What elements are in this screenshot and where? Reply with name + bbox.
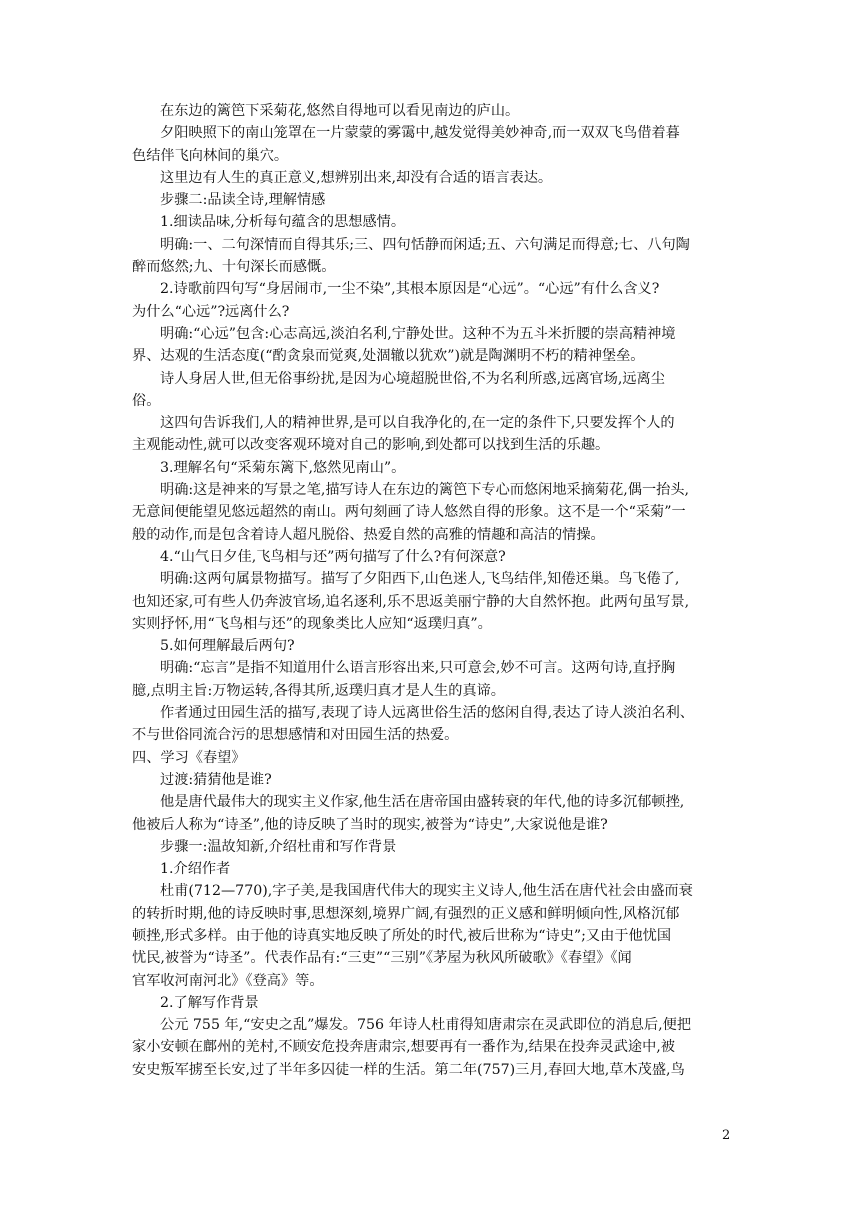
text-line: 这里边有人生的真正意义,想辨别出来,却没有合适的语言表达。	[160, 169, 553, 186]
page-number: 2	[722, 1128, 731, 1143]
text-line: 色结伴飞向林间的巢穴。	[132, 147, 289, 164]
text-line: 4.“山气日夕佳,飞鸟相与还”两句描写了什么?有何深意?	[160, 548, 506, 565]
text-line: 忧民,被誉为“诗圣”。代表作品有:“三吏”“三别”《茅屋为秋风所破歌》《春望》《闻	[132, 950, 632, 967]
text-line: 不与世俗同流合污的思想感情和对田园生活的热爱。	[132, 727, 459, 744]
text-line: 步骤二:品读全诗,理解情感	[160, 192, 326, 209]
text-line: 臆,点明主旨:万物运转,各得其所,返璞归真才是人生的真谛。	[132, 682, 505, 699]
text-line: 醉而悠然;九、十句深长而感慨。	[132, 259, 336, 276]
text-line: 1.介绍作者	[160, 861, 231, 878]
text-line: 界、达观的生活态度(“酌贪泉而觉爽,处涸辙以犹欢”)就是陶渊明不朽的精神堡垒。	[132, 348, 645, 365]
text-line: 3.理解名句“采菊东篱下,悠然见南山”。	[160, 459, 406, 476]
text-line: 杜甫(712—770),字子美,是我国唐代伟大的现实主义诗人,他生活在唐代社会由盛而衰	[160, 883, 693, 900]
text-line: 明确:“心远”包含:心志高远,淡泊名利,宁静处世。这种不为五斗米折腰的崇高精神境	[160, 325, 676, 342]
text-line: 明确:“忘言”是指不知道用什么语言形容出来,只可意会,妙不可言。这两句诗,直抒胸	[160, 660, 676, 677]
text-line: 在东边的篱笆下采菊花,悠然自得地可以看见南边的庐山。	[160, 103, 520, 119]
text-line: 明确:这两句属景物描写。描写了夕阳西下,山色迷人,飞鸟结伴,知倦还巢。鸟飞倦了,	[160, 571, 680, 588]
text-line: 般的动作,而是包含着诗人超凡脱俗、热爱自然的高雅的情趣和高洁的情操。	[132, 526, 605, 543]
text-line: 家小安顿在鄜州的羌村,不顾安危投奔唐肃宗,想要再有一番作为,结果在投奔灵武途中,被	[132, 1039, 675, 1056]
text-line: 步骤一:温故知新,介绍杜甫和写作背景	[160, 838, 397, 855]
text-line: 顿挫,形式多样。由于他的诗真实地反映了所处的时代,被后世称为“诗史”;又由于他忧国	[132, 927, 672, 944]
text-line: 他是唐代最伟大的现实主义作家,他生活在唐帝国由盛转衰的年代,他的诗多沉郁顿挫,	[160, 794, 685, 811]
text-line: 实则抒怀,用“飞鸟相与还”的现象类比人应知“返璞归真”。	[132, 615, 492, 632]
text-line: 诗人身居人世,但无俗事纷扰,是因为心境超脱世俗,不为名利所惑,远离官场,远离尘	[160, 370, 665, 387]
text-line: 明确:这是神来的写景之笔,描写诗人在东边的篱笆下专心而悠闲地采摘菊花,偶一抬头,	[160, 482, 690, 499]
text-line: 5.如何理解最后两句?	[160, 638, 295, 655]
text-line: 为什么“心远”?远离什么?	[132, 303, 290, 320]
text-line: 公元 755 年,“安史之乱”爆发。756 年诗人杜甫得知唐肃宗在灵武即位的消息后,便把	[160, 1017, 692, 1034]
text-line: 2.诗歌前四句写“身居闹市,一尘不染”,其根本原因是“心远”。“心远”有什么含义?	[160, 281, 660, 298]
text-line: 这四句告诉我们,人的精神世界,是可以自我净化的,在一定的条件下,只要发挥个人的	[160, 415, 675, 432]
text-line: 的转折时期,他的诗反映时事,思想深刻,境界广阔,有强烈的正义感和鲜明倾向性,风格沉郁	[132, 905, 680, 922]
text-line: 他被后人称为“诗圣”,他的诗反映了当时的现实,被誉为“诗史”,大家说他是谁?	[132, 816, 608, 833]
text-line: 作者通过田园生活的描写,表现了诗人远离世俗生活的悠闲自得,表达了诗人淡泊名利、	[160, 705, 694, 722]
text-line: 无意间便能望见悠远超然的南山。两句刻画了诗人悠然自得的形象。这不是一个“采菊”一	[132, 504, 686, 521]
text-line: 明确:一、二句深情而自得其乐;三、四句恬静而闲适;五、六句满足而得意;七、八句陶	[160, 236, 690, 253]
text-line: 主观能动性,就可以改变客观环境对自己的影响,到处都可以找到生活的乐趣。	[132, 437, 610, 454]
document-body	[132, 100, 740, 1081]
text-line: 2.了解写作背景	[160, 994, 259, 1011]
text-line: 夕阳映照下的南山笼罩在一片蒙蒙的雾霭中,越发觉得美妙神奇,而一双双飞鸟借着暮	[160, 125, 680, 142]
text-line: 官军收河南河北》《登高》等。	[132, 972, 324, 989]
text-line: 过渡:猜猜他是谁?	[160, 771, 272, 788]
text-line: 安史叛军掳至长安,过了半年多囚徒一样的生活。第二年(757)三月,春回大地,草木茂盛,鸟	[132, 1061, 685, 1078]
text-line: 1.细读品味,分析每句蕴含的思想感情。	[160, 214, 406, 231]
text-line: 四、学习《春望》	[132, 749, 246, 766]
text-line: 也知还家,可有些人仍奔波官场,追名逐利,乐不思返美丽宁静的大自然怀抱。此两句虽写景,	[132, 593, 690, 610]
text-line: 俗。	[132, 392, 161, 409]
